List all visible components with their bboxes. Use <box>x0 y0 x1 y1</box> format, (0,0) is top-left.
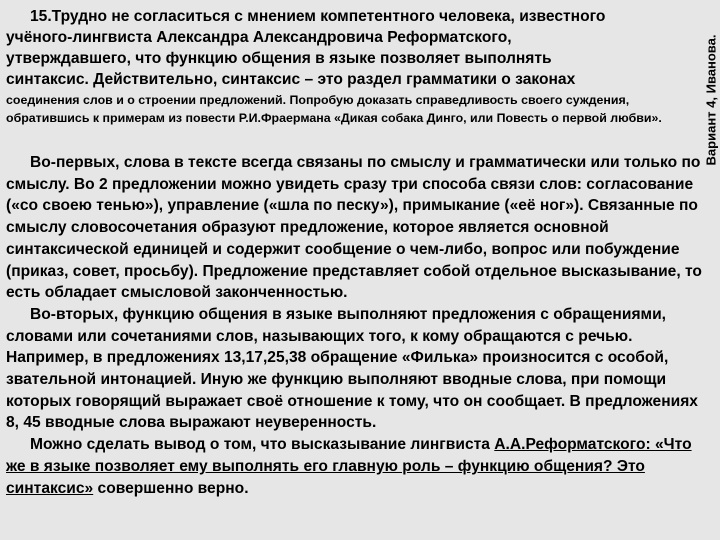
paragraph-second: Во-вторых, функцию общения в языке выполняют предложения с обращениями, словами или сочетаниями слов, называющих того, к кому обращаются с речью. Например, в предложениях 13,17,25,38 обращение «Филька» произносится с особой, звательной интонацией. Иную же функцию выполняют вводные слова, при помощи которых говорящий выражает своё отношение к тому, что он сообщает. В предложениях 8, 45 вводные слова выражают неуверенность. <box>6 305 698 432</box>
small-text-paragraph: соединения слов и о строении предложений. Попробую доказать справедливость своего суждения, обратившись к примерам из повести Р.И.Фраермана «Дикая собака Динго, или Повесть о первой любви». <box>6 93 662 125</box>
paragraph-first: Во-первых, слова в тексте всегда связаны по смыслу и грамматически или только по смыслу. Во 2 предложении можно увидеть сразу три способа связи слов: согласование («со своею тенью»), управление («шла по песку»), примыкание («её ног»). Связанные по смыслу словосочетания образуют предложение, которое является основной синтаксической единицей и содержит сообщение о чем-либо, вопрос или побуждение (приказ, совет, просьбу). Предложение представляет собой отдельное высказывание, то есть обладает смысловой законченностью. <box>6 154 702 302</box>
intro-line: 15.Трудно не согласиться с мнением компетентного человека, известного <box>30 8 606 25</box>
variant-author-label: Вариант 4, Иванова. <box>703 34 719 166</box>
essay-body <box>6 152 706 499</box>
intro-line: синтаксис. Действительно, синтаксис – это раздел грамматики о законах <box>6 71 576 88</box>
intro-line: утверждавшего, что функцию общения в языке позволяет выполнять <box>6 50 552 67</box>
side-label <box>702 0 720 200</box>
conclusion-start: Можно сделать вывод о том, что высказывание лингвиста <box>30 436 495 454</box>
intro-line: учёного-лингвиста Александра Александровича Реформатского, <box>6 29 512 46</box>
paragraph-conclusion <box>6 434 706 499</box>
intro-paragraph <box>6 6 696 90</box>
conclusion-end: совершенно верно. <box>93 479 249 497</box>
reformatsky-quote: А.А.Реформатского: «Что же в языке позволяет ему выполнять его главную роль – функцию общения? Это синтаксис» <box>6 436 692 497</box>
